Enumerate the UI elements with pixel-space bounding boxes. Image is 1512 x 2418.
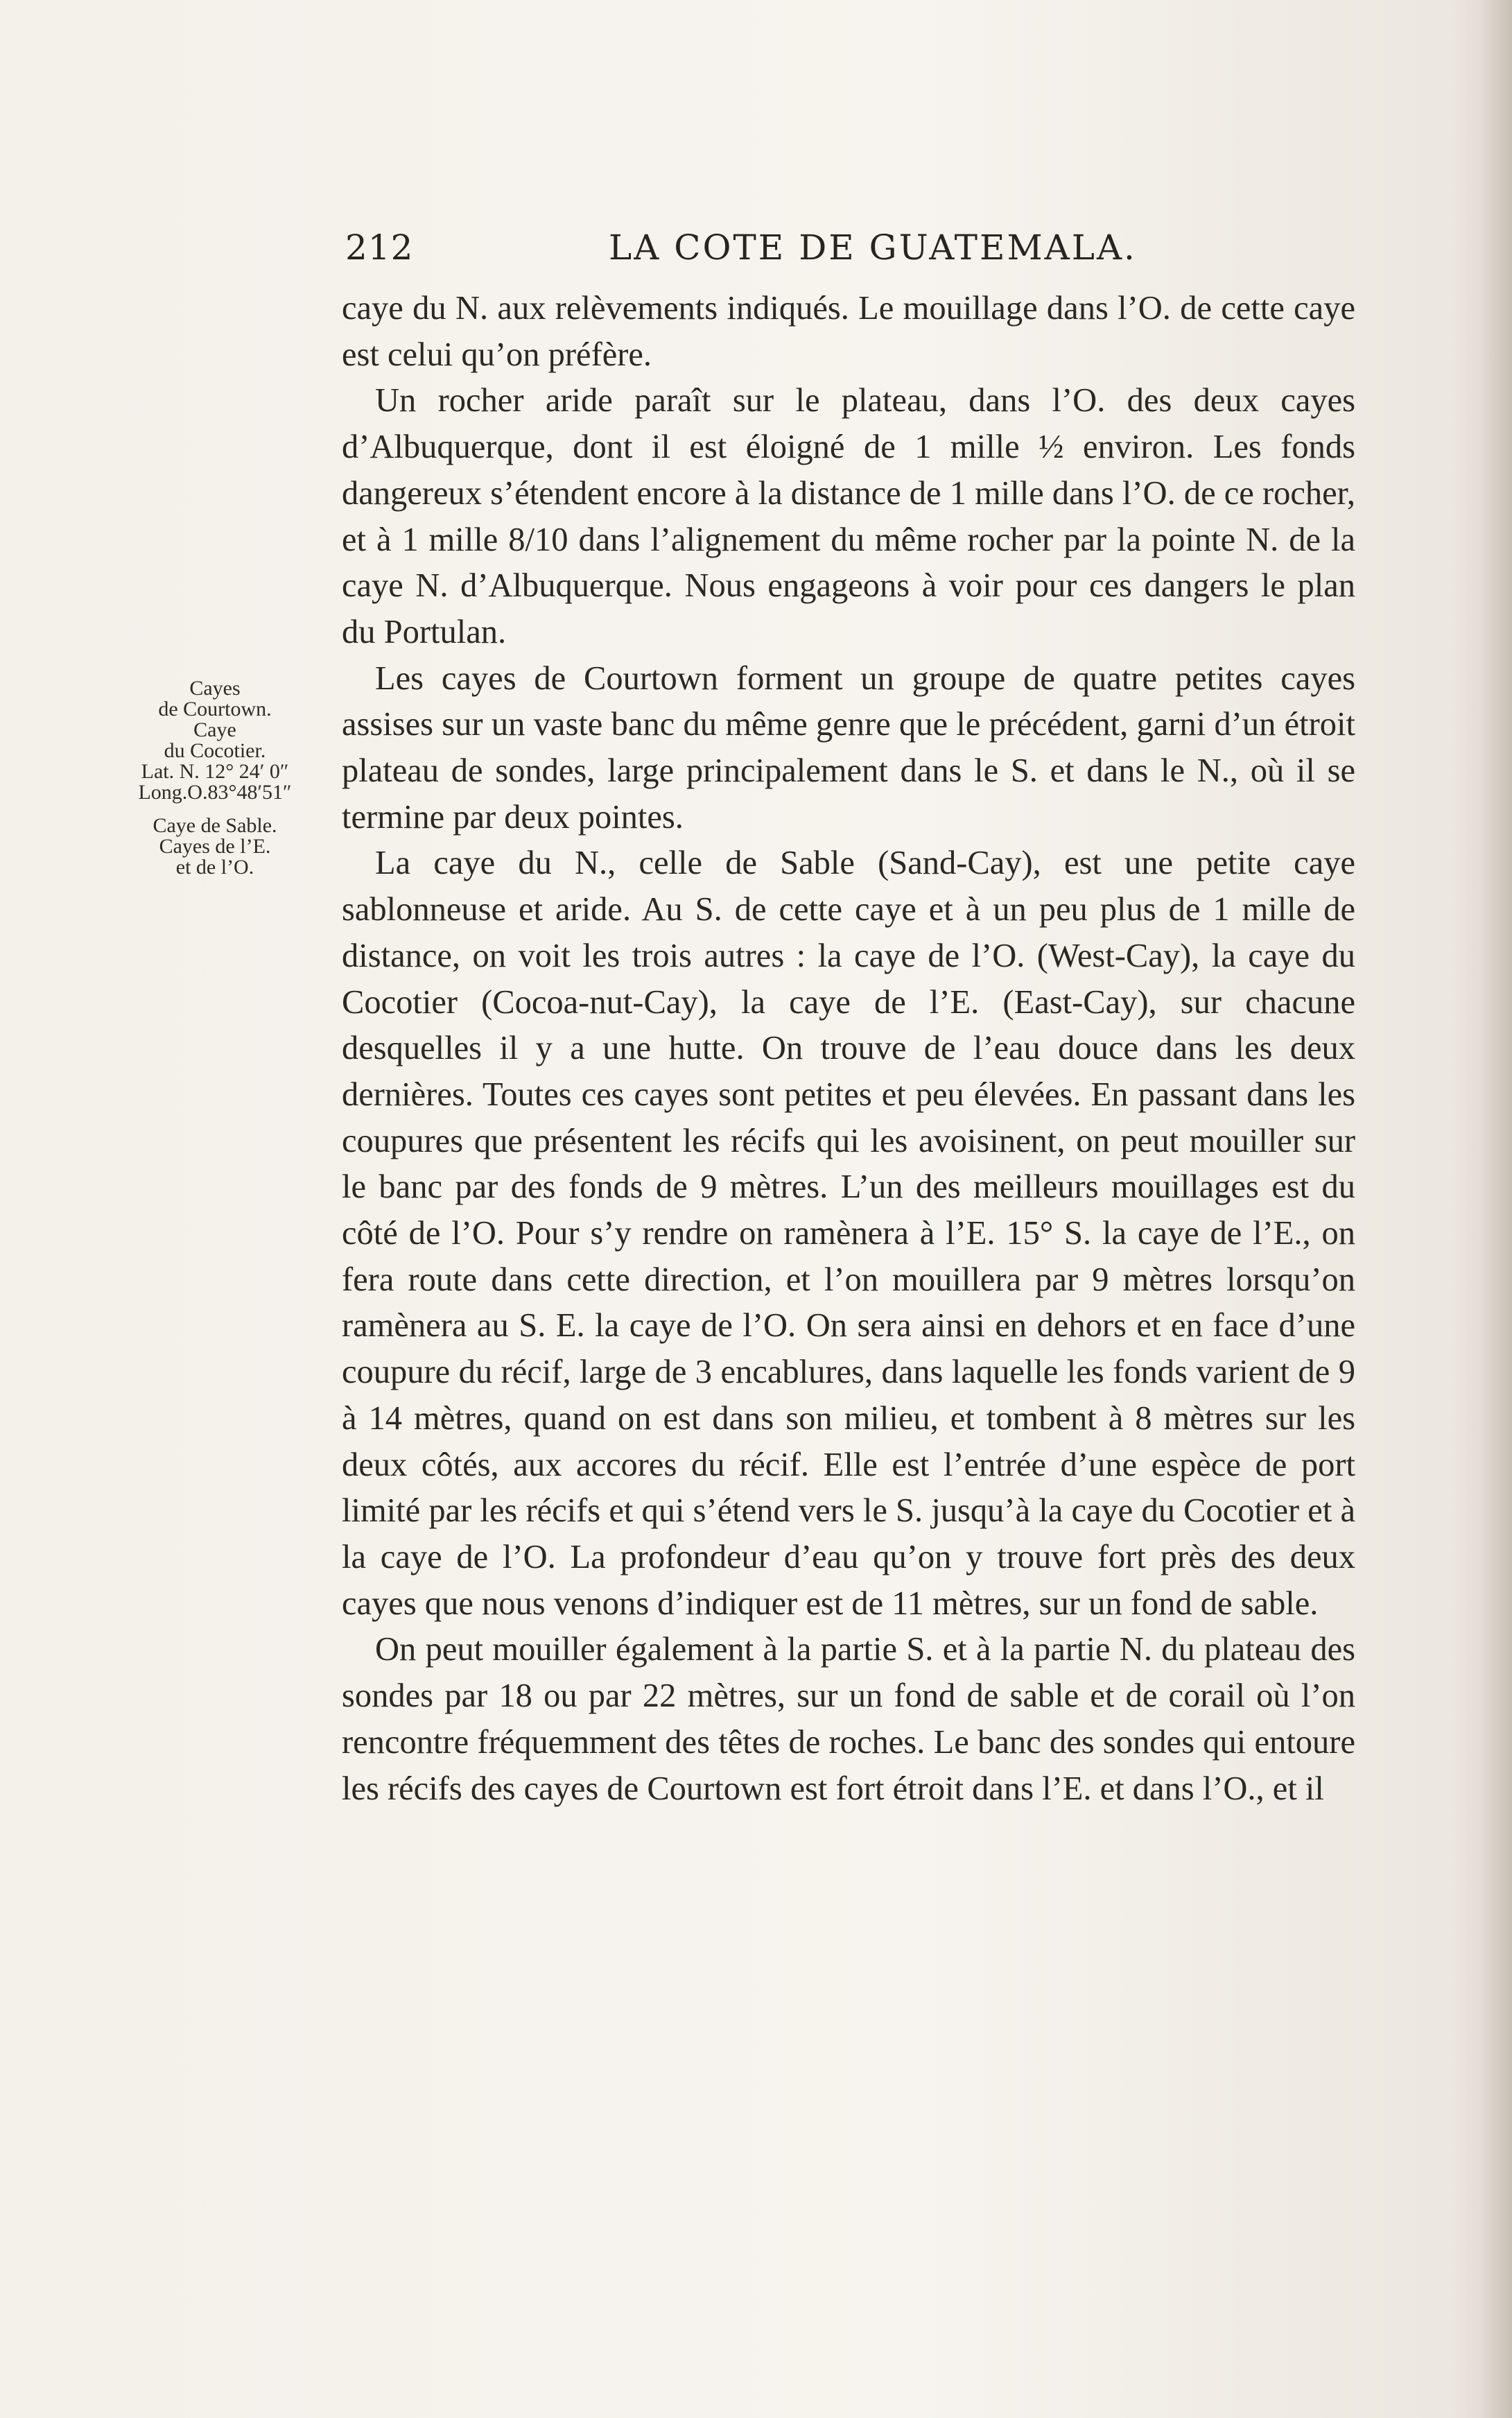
margin-note-line: et de l’O. [175,856,254,879]
margin-note-courtown [104,678,326,803]
margin-note-line: Lat. N. 12° 24′ 0″ [141,760,289,783]
margin-note-line: Caye [193,718,236,741]
margin-note-line: Caye de Sable. [153,814,277,837]
paragraph-albuquerque-rock: Un rocher aride paraît sur le plateau, dans l’O. des deux cayes d’Albuquerque, dont il est éloigné de 1 mille ½ environ. Les fonds dangereux s’étendent encore à la distance de 1 mille dans l’O. de ce rocher, et à 1 mille 8/10 dans l’alignement du même rocher par la pointe N. de la caye N. d’Albuquerque. Nous engageons à voir pour ces dangers le plan du Portulan. [342,382,1355,650]
margin-note-sable [104,815,326,878]
margin-note-line: Cayes de l’E. [159,835,271,858]
margin-note-line: de Courtown. [158,698,272,720]
margin-note-line: du Cocotier. [164,739,266,762]
paragraph-courtown-cays: Les cayes de Courtown forment un groupe de quatre petites cayes assises sur un vaste banc du même genre que le précédent, garni d’un étroit plateau de sondes, large principalement dans le S. et dans le N., où il se termine par deux pointes. [342,659,1355,836]
paragraph-continuation: caye du N. aux relèvements indiqués. Le mouillage dans l’O. de cette caye est celui qu’on préfère. [342,290,1355,373]
margin-note-line: Long.O.83°48′51″ [138,781,292,804]
page-number: 212 [345,227,414,268]
running-head [345,223,1359,279]
page-title: LA COTE DE GUATEMALA. [609,227,1137,268]
paragraph-sand-cay: La caye du N., celle de Sable (Sand-Cay), est une petite caye sablonneuse et aride. Au S. de cette caye et à un peu plus de 1 mille de distance, on voit les trois autres : la caye de l’O. (West-Cay), la caye du Cocotier (Cocoa-nut-Cay), la caye de l’E. (East-Cay), sur chacune desquelles il y a une hutte. On trouve de l’eau douce dans les deux dernières. Toutes ces cayes sont petites et peu élevées. En passant dans les coupures que présentent les récifs qui les avoisinent, on peut mouiller sur le banc par des fonds de 9 mètres. L’un des meilleurs mouillages est du côté de l’O. Pour s’y rendre on ramènera à l’E. 15° S. la caye de l’E., on fera route dans cette direction, et l’on mouillera par 9 mètres lorsqu’on ramènera au S. E. la caye de l’O. On sera ainsi en dehors et en face d’une coupure du récif, large de 3 encablures, dans laquelle les fonds varient de 9 à 14 mètres, quand on est dans son milieu, et tombent à 8 mètres sur les deux côtés, aux accores du récif. Elle est l’entrée d’une espèce de port limité par les récifs et qui s’étend vers le S. jusqu’à la caye du Cocotier et à la caye de l’O. La profondeur d’eau qu’on y trouve fort près des deux cayes que nous venons d’indiquer est de 11 mètres, sur un fond de sable. [342,845,1355,1622]
paragraph-anchorage: On peut mouiller également à la partie S. et à la partie N. du plateau des sondes par 18 ou par 22 mètres, sur un fond de sable et de corail où l’on rencontre fréquemment des têtes de roches. Le banc des sondes qui entoure les récifs des cayes de Courtown est fort étroit dans l’E. et dans l’O., et il [342,1631,1355,1807]
margin-notes [104,678,326,890]
page-edge-shadow [1480,0,1512,2418]
body-text [342,286,1355,1812]
margin-note-line: Cayes [189,677,241,700]
